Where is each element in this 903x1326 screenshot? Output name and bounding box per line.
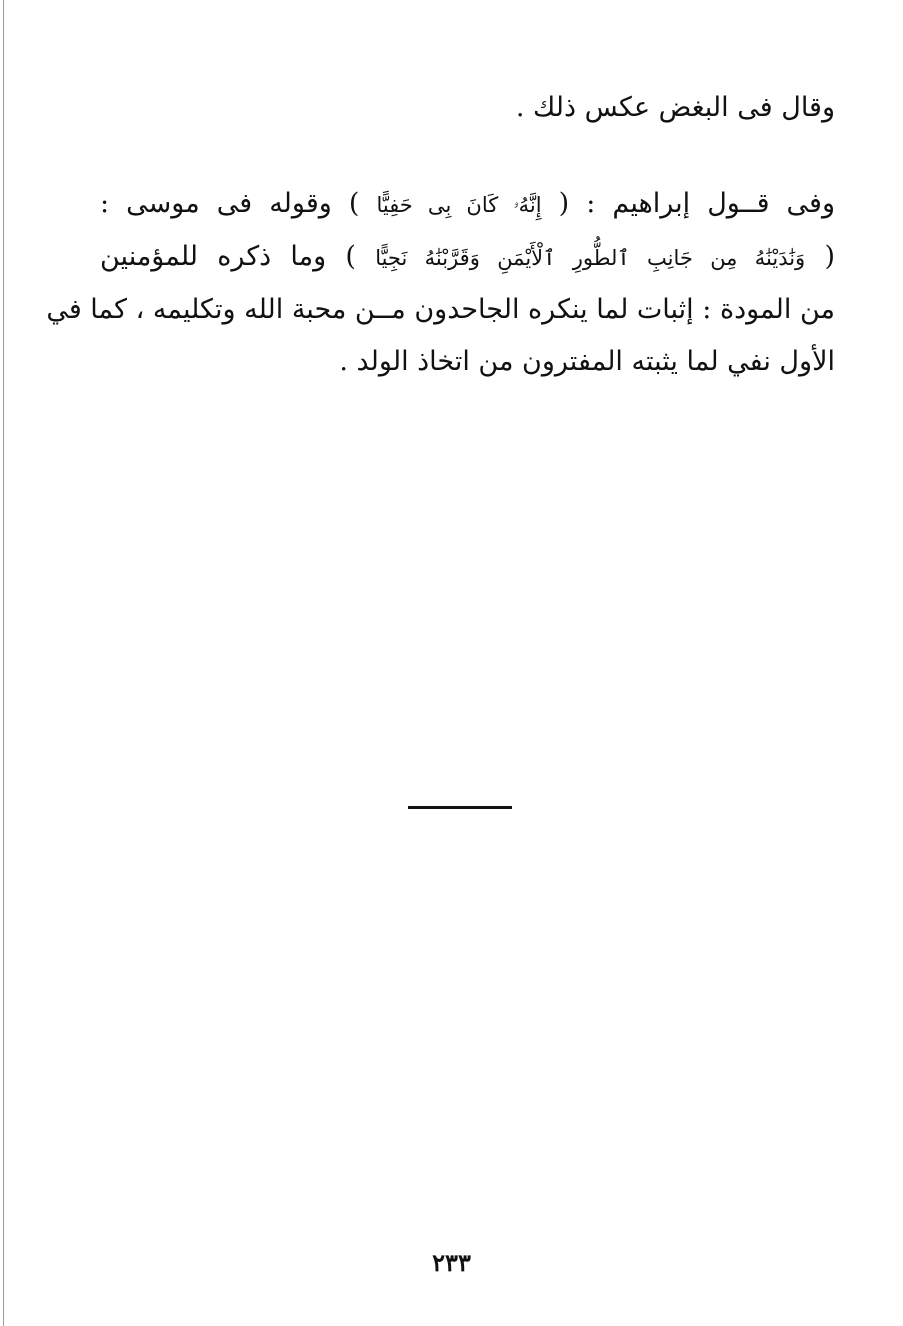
page-number: ٢٣٣ <box>432 1248 471 1277</box>
page-edge-line <box>3 0 4 1326</box>
text-segment: وفى قــول إبراهيم : ( <box>558 188 835 219</box>
quran-verse: وَنَٰدَيْنَٰهُ مِن جَانِبِ ٱلطُّورِ ٱلْأَيْمَنِ وَقَرَّبْنَٰهُ نَجِيًّا <box>375 246 806 270</box>
text-segment: ) وقوله فى موسى : <box>100 188 360 219</box>
paragraph-2 <box>46 178 835 388</box>
quran-verse: إِنَّهُۥ كَانَ بِى حَفِيًّا <box>376 193 542 217</box>
text-line <box>100 231 835 284</box>
paragraph-1 <box>100 82 835 134</box>
text-line: من المودة : إثبات لما ينكره الجاحدون مــن محبة الله وتكليمه ، كما في <box>46 294 835 325</box>
text-segment: ) وما ذكره للمؤمنين <box>100 241 356 272</box>
text-line: الأول نفي لما يثبته المفترون من اتخاذ الولد . <box>339 346 835 377</box>
text-line: وقال فى البغض عكس ذلك . <box>515 92 835 123</box>
text-line <box>100 178 835 231</box>
section-divider <box>408 806 512 809</box>
text-segment: ( <box>824 241 835 272</box>
